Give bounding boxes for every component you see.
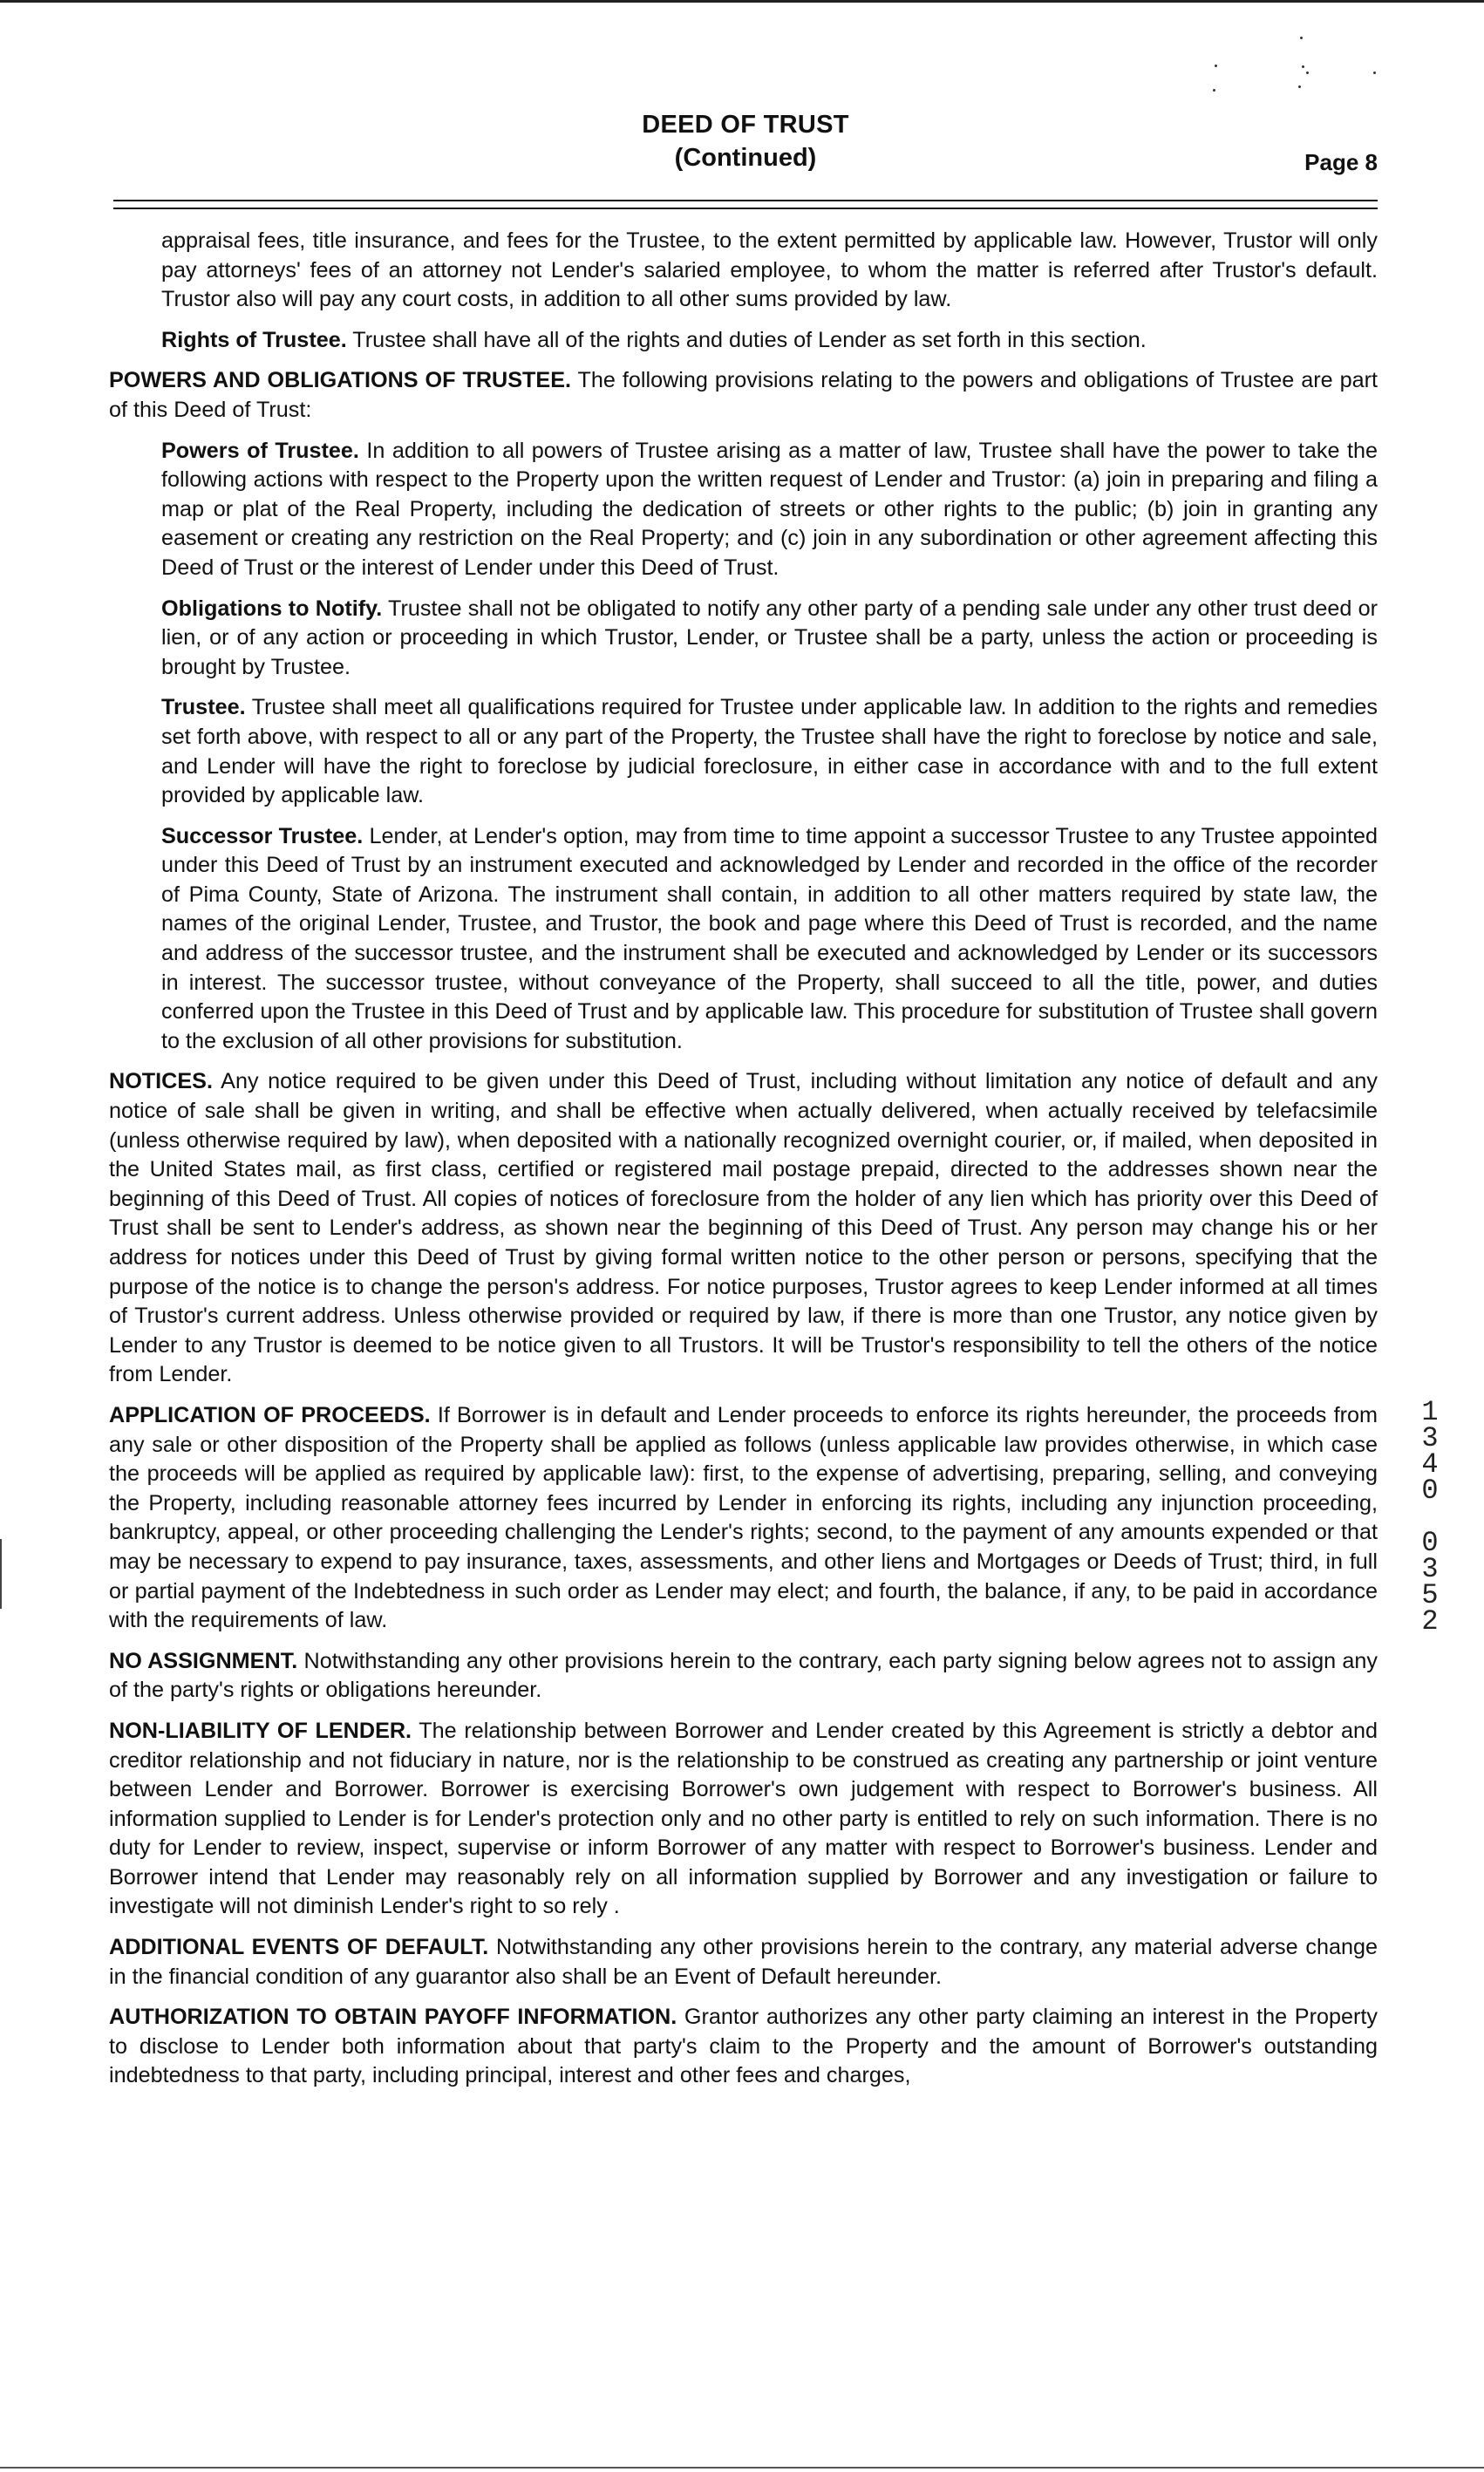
paragraph-text: Trustee shall have all of the rights and duties of Lender as set forth in this section. bbox=[352, 327, 1147, 352]
stamp-book-number: 1340 bbox=[1421, 1396, 1439, 1507]
paragraph-obligations-to-notify bbox=[109, 595, 1378, 683]
page-top-edge bbox=[0, 0, 1484, 3]
section-text: Notwithstanding any other provisions herein to the contrary, any material adverse change in the financial condition of any guarantor also shall be an Event of Default hereunder. bbox=[109, 1935, 1378, 1989]
page-number: Page 8 bbox=[1304, 149, 1378, 175]
document-body bbox=[109, 227, 1378, 2102]
page-bottom-edge bbox=[0, 2467, 1484, 2469]
paragraph-text: appraisal fees, title insurance, and fees for the Trustee, to the extent permitted by applicable law. However, Trustor will only pay attorneys' fees of an attorney not Lender's salaried employee, to whom the matter is referred after Trustor's default. Trustor also will pay any court costs, in addition to all other sums provided by law. bbox=[161, 228, 1378, 312]
section-heading: NON-LIABILITY OF LENDER. bbox=[109, 1718, 412, 1743]
section-heading: POWERS AND OBLIGATIONS OF TRUSTEE. bbox=[109, 368, 572, 393]
section-powers-and-obligations bbox=[109, 366, 1378, 425]
section-heading: APPLICATION OF PROCEEDS. bbox=[109, 1402, 431, 1427]
paragraph-trustee bbox=[109, 693, 1378, 810]
page-left-edge-mark bbox=[0, 1539, 2, 1609]
paragraph-heading: Obligations to Notify. bbox=[161, 596, 383, 621]
header-rule-bottom bbox=[113, 208, 1378, 209]
section-notices bbox=[109, 1067, 1378, 1390]
paragraph-rights-of-trustee bbox=[109, 326, 1378, 356]
paragraph-powers-of-trustee bbox=[109, 437, 1378, 583]
document-header bbox=[113, 109, 1378, 196]
stamp-page-number: 0352 bbox=[1421, 1527, 1439, 1638]
section-authorization-payoff-info bbox=[109, 2003, 1378, 2091]
section-text: If Borrower is in default and Lender proceeds to enforce its rights hereunder, the proceeds from any sale or other disposition of the Property shall be applied as follows (unless applicable law provides otherwise, in which case the proceeds will be applied as required by applicable law): first, to the expense of advertising, preparing, selling, and conveying the Property, including reasonable attorney fees incurred by Lender in enforcing its rights, including any injunction proceeding, bankruptcy, appeal, or other proceeding challenging the Lender's rights; second, to the payment of any amounts expended or that may be necessary to expend to pay insurance, taxes, assessments, and other liens and Mortgages or Deeds of Trust; third, in full or partial payment of the Indebtedness in such order as Lender may elect; and fourth, the balance, if any, to be paid in accordance with the requirements of law. bbox=[109, 1402, 1378, 1633]
paragraph-text: Trustee shall meet all qualifications required for Trustee under applicable law. In addition to the rights and remedies set forth above, with respect to all or any part of the Property, the Trustee shall have the right to foreclose by notice and sale, and Lender will have the right to foreclose by judicial foreclosure, in either case in accordance with and to the full extent provided by applicable law. bbox=[161, 695, 1378, 808]
section-heading: NOTICES. bbox=[109, 1069, 213, 1094]
section-text: Any notice required to be given under this Deed of Trust, including without limitation any notice of default and any notice of sale shall be given in writing, and shall be effective when actually delivered, when actually received by telefacsimile (unless otherwise required by law), when deposited with a nationally recognized overnight courier, or, if mailed, when deposited in the United States mail, as first class, certified or registered mail postage prepaid, directed to the addresses shown near the beginning of this Deed of Trust. All copies of notices of foreclosure from the holder of any lien which has priority over this Deed of Trust shall be sent to Lender's address, as shown near the beginning of this Deed of Trust. Any person may change his or her address for notices under this Deed of Trust by giving formal written notice to the other person or persons, specifying that the purpose of the notice is to change the person's address. For notice purposes, Trustor agrees to keep Lender informed at all times of Trustor's current address. Unless otherwise provided or required by law, if there is more than one Trustor, any notice given by Lender to any Trustor is deemed to be notice given to all Trustors. It will be Trustor's responsibility to tell the others of the notice from Lender. bbox=[109, 1069, 1378, 1387]
header-rule-top bbox=[113, 200, 1378, 201]
section-heading: ADDITIONAL EVENTS OF DEFAULT. bbox=[109, 1935, 489, 1960]
paragraph-successor-trustee bbox=[109, 822, 1378, 1057]
section-text: The relationship between Borrower and Lender created by this Agreement is strictly a debtor and creditor relationship and not fiduciary in nature, nor is the relationship to be construed as creating any partnership or joint venture between Lender and Borrower. Borrower is exercising Borrower's own judgement with respect to Borrower's business. All information supplied to Lender is for Lender's protection only and no other party is entitled to rely on such information. There is no duty for Lender to review, inspect, supervise or inform Borrower of any matter with respect to Borrower's business. Lender and Borrower intend that Lender may reasonably rely on all information supplied by Borrower and any investigation or failure to investigate will not diminish Lender's right to so rely . bbox=[109, 1718, 1378, 1919]
section-heading: NO ASSIGNMENT. bbox=[109, 1648, 298, 1673]
scan-specks bbox=[1208, 26, 1399, 96]
paragraph-text: Lender, at Lender's option, may from time to time appoint a successor Trustee to any Trustee appointed under this Deed of Trust by an instrument executed and acknowledged by Lender and recorded in the office of the recorder of Pima County, State of Arizona. The instrument shall contain, in addition to all other matters required by state law, the names of the original Lender, Trustee, and Trustor, the book and page where this Deed of Trust is recorded, and the name and address of the successor trustee, and the instrument shall be executed and acknowledged by Lender or its successors in interest. The successor trustee, without conveyance of the Property, shall succeed to all the title, power, and duties conferred upon the Trustee in this Deed of Trust and by applicable law. This procedure for substitution of Trustee shall govern to the exclusion of all other provisions for substitution. bbox=[161, 823, 1378, 1053]
section-non-liability-of-lender bbox=[109, 1717, 1378, 1922]
section-text: The following provisions relating to the powers and obligations of Trustee are part of this Deed of Trust: bbox=[109, 368, 1378, 422]
section-text: Grantor authorizes any other party claiming an interest in the Property to disclose to Lender both information about that party's claim to the Property and the amount of Borrower's outstanding indebtedness to that party, including principal, interest and other fees and charges, bbox=[109, 2005, 1378, 2088]
paragraph-heading: Rights of Trustee. bbox=[161, 327, 347, 352]
section-heading: AUTHORIZATION TO OBTAIN PAYOFF INFORMATION. bbox=[109, 2005, 677, 2030]
document-title: DEED OF TRUST bbox=[642, 111, 849, 139]
paragraph-heading: Trustee. bbox=[161, 695, 246, 720]
paragraph-heading: Powers of Trustee. bbox=[161, 438, 359, 463]
paragraph-heading: Successor Trustee. bbox=[161, 823, 364, 848]
section-application-of-proceeds bbox=[109, 1401, 1378, 1636]
section-additional-events-of-default bbox=[109, 1933, 1378, 1992]
margin-recording-stamp bbox=[1417, 1396, 1443, 1638]
document-subtitle: (Continued) bbox=[674, 144, 817, 172]
paragraph-fees-continued bbox=[109, 227, 1378, 315]
paragraph-text: In addition to all powers of Trustee arising as a matter of law, Trustee shall have the power to take the following actions with respect to the Property upon the written request of Lender and Trustor: (a) join in preparing and filing a map or plat of the Real Property, including the dedication of streets or other rights to the public; (b) join in granting any easement or creating any restriction on the Real Property; and (c) join in any subordination or other agreement affecting this Deed of Trust or the interest of Lender under this Deed of Trust. bbox=[161, 438, 1378, 580]
paragraph-text: Trustee shall not be obligated to notify any other party of a pending sale under any other trust deed or lien, or of any action or proceeding in which Trustor, Lender, or Trustee shall be a party, unless the action or proceeding is brought by Trustee. bbox=[161, 596, 1378, 679]
section-text: Notwithstanding any other provisions herein to the contrary, each party signing below agrees not to assign any of the party's rights or obligations hereunder. bbox=[109, 1648, 1378, 1703]
section-no-assignment bbox=[109, 1647, 1378, 1706]
